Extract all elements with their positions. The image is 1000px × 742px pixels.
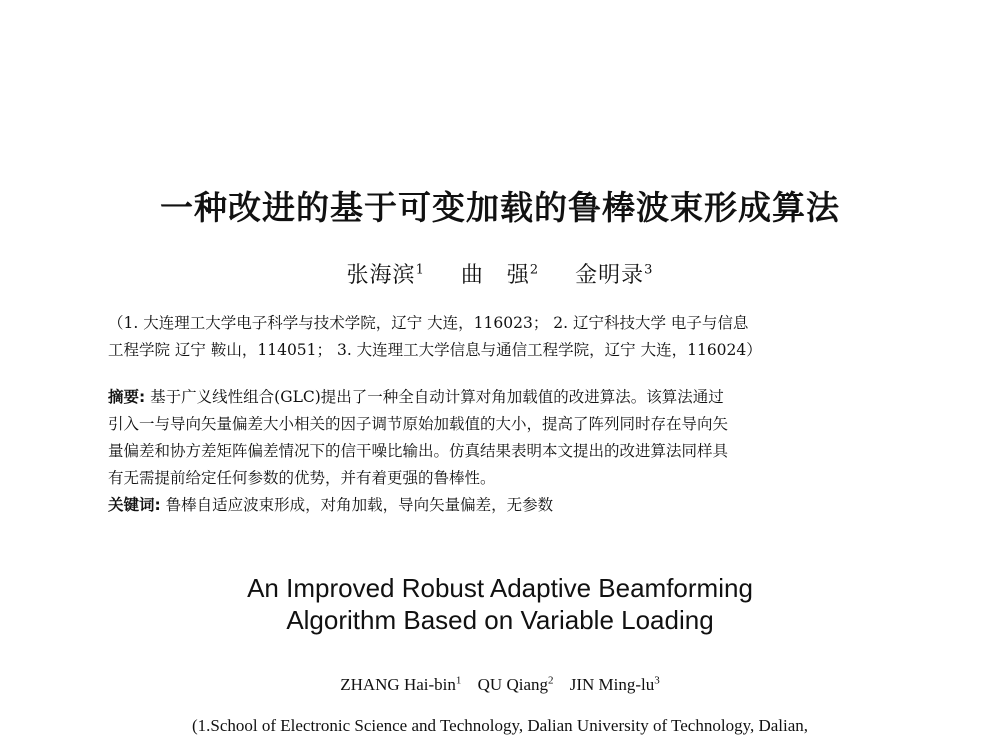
author-en-name: QU Qiang — [477, 674, 548, 694]
author-cn-affil-mark: 1 — [415, 262, 425, 278]
author-en — [340, 675, 461, 694]
paper-title-cn: 一种改进的基于可变加载的鲁棒波束形成算法 — [160, 188, 840, 227]
affiliation-en: (1.School of Electronic Science and Technology, Dalian University of Technology, Dalian, — [191, 716, 809, 735]
author-en-affil-mark: 3 — [654, 674, 660, 686]
authors-en — [0, 674, 1000, 695]
paper-title-en — [0, 572, 1000, 636]
abstract-cn — [108, 384, 908, 519]
affiliation-cn — [108, 310, 908, 364]
author-en-name: JIN Ming-lu — [569, 674, 655, 694]
abstract-line: 引入一与导向矢量偏差大小相关的因子调节原始加载值的大小，提高了阵列同时存在导向矢 — [108, 415, 729, 433]
authors-cn — [0, 258, 1000, 289]
affiliation-cn-line: 工程学院 辽宁 鞍山，114051； 3. 大连理工大学信息与通信工程学院，辽宁 大连，116024） — [108, 341, 762, 359]
author-en-name: ZHANG Hai-bin — [340, 674, 456, 694]
author-cn — [575, 263, 653, 288]
keywords-line — [108, 492, 908, 519]
author-cn — [461, 263, 539, 288]
abstract-text: 基于广义线性组合(GLC)提出了一种全自动计算对角加载值的改进算法。该算法通过 — [150, 388, 724, 406]
author-en-affil-mark: 1 — [455, 674, 462, 686]
abstract-label: 摘要: — [108, 388, 146, 406]
author-cn — [347, 263, 425, 288]
author-cn-name: 张海滨 — [346, 263, 416, 288]
author-cn-affil-mark: 3 — [644, 262, 654, 278]
author-cn-name: 曲 强 — [460, 263, 530, 288]
abstract-line: 有无需提前给定任何参数的优势，并有着更强的鲁棒性。 — [108, 469, 496, 487]
paper-title-en-line: Algorithm Based on Variable Loading — [286, 605, 714, 635]
affiliation-cn-line: （1. 大连理工大学电子科学与技术学院，辽宁 大连，116023； 2. 辽宁科技大学 电子与信息 — [108, 314, 749, 332]
abstract-line — [108, 384, 908, 411]
author-cn-affil-mark: 2 — [529, 262, 540, 278]
author-en — [478, 675, 554, 694]
author-en — [570, 675, 660, 694]
keywords-text: 鲁棒自适应波束形成，对角加载，导向矢量偏差，无参数 — [165, 496, 554, 514]
abstract-line: 量偏差和协方差矩阵偏差情况下的信干噪比输出。仿真结果表明本文提出的改进算法同样具 — [108, 442, 729, 460]
author-cn-name: 金明录 — [575, 263, 645, 288]
paper-title-en-line: An Improved Robust Adaptive Beamforming — [247, 573, 753, 603]
author-en-affil-mark: 2 — [548, 674, 554, 686]
keywords-label: 关键词: — [108, 496, 161, 514]
